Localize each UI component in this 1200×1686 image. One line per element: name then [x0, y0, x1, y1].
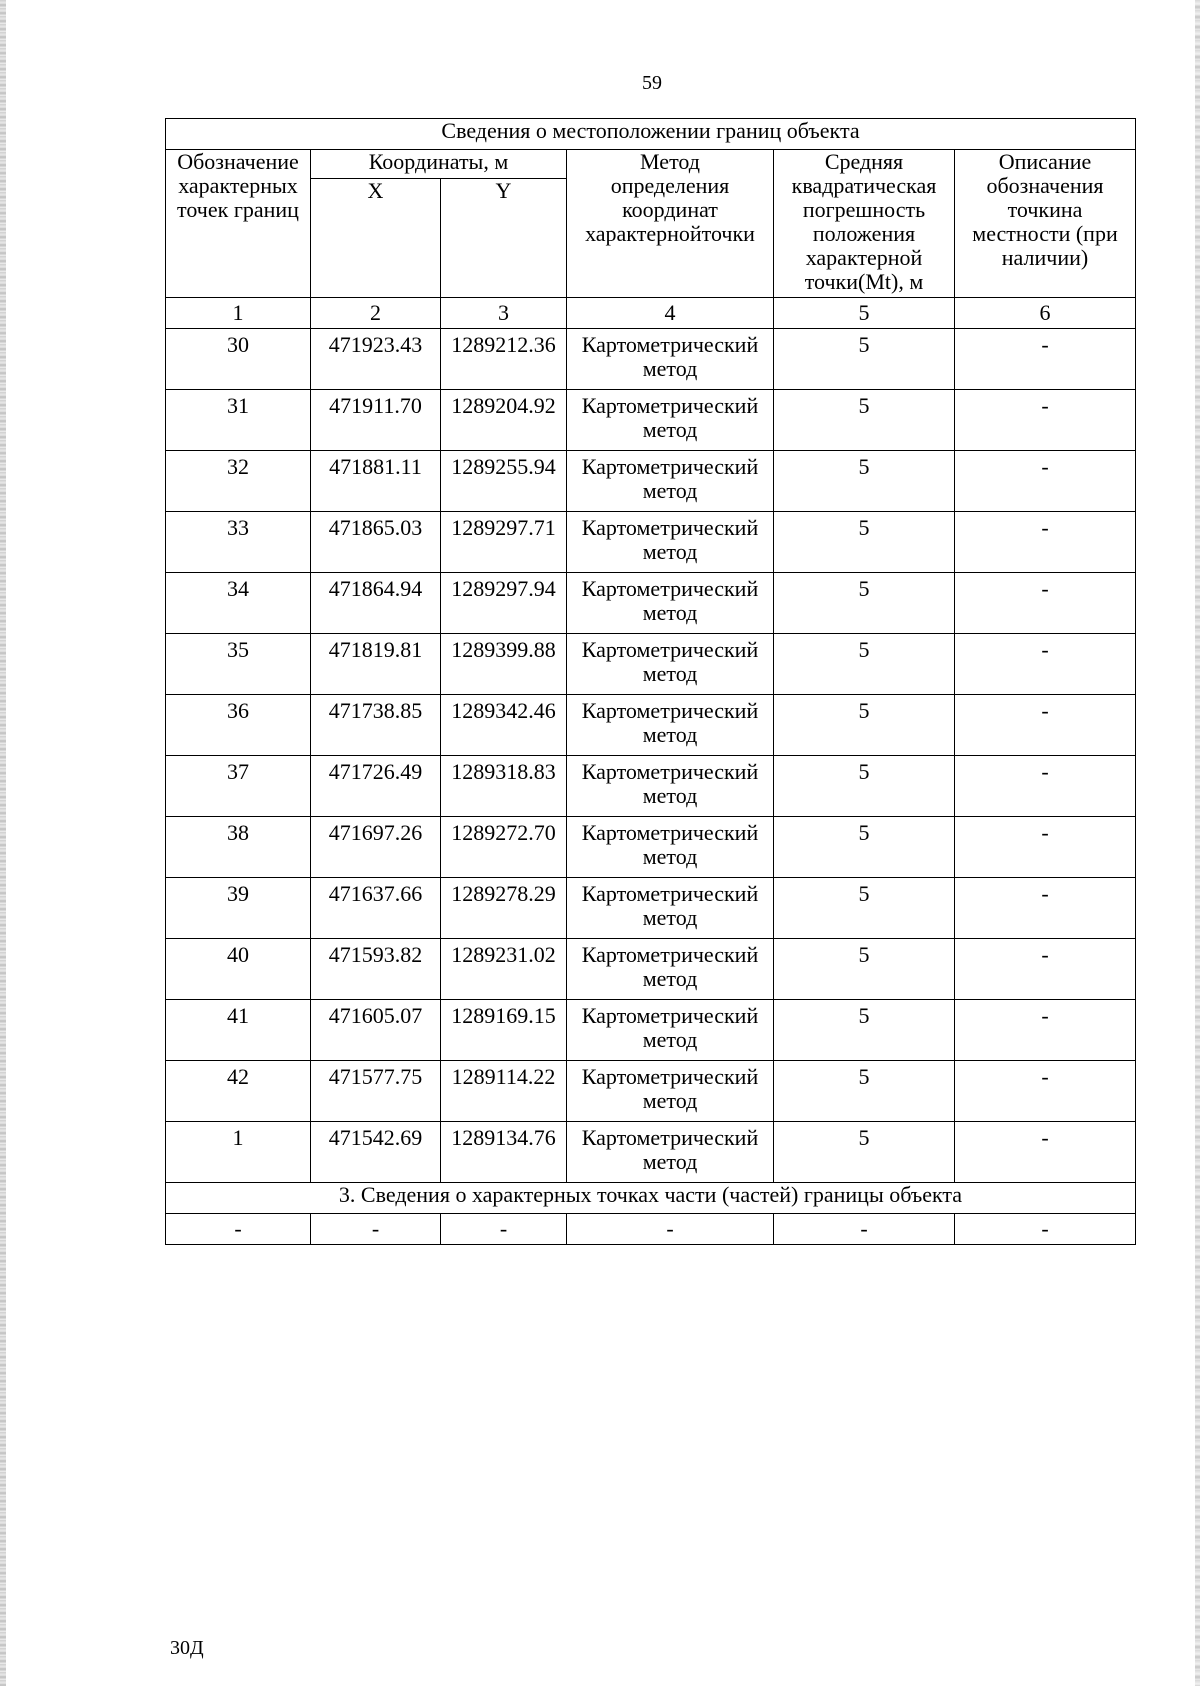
- x-cell: 471697.26: [311, 817, 441, 878]
- method-cell: Картометрический метод: [567, 817, 774, 878]
- y-cell: 1289134.76: [441, 1122, 567, 1183]
- point-cell: 38: [166, 817, 311, 878]
- table-row: [166, 817, 1136, 878]
- table-row: [166, 1122, 1136, 1183]
- x-cell: 471865.03: [311, 512, 441, 573]
- point-cell: 31: [166, 390, 311, 451]
- x-cell: 471881.11: [311, 451, 441, 512]
- x-cell: 471542.69: [311, 1122, 441, 1183]
- error-cell: 5: [774, 756, 955, 817]
- table-row: [166, 634, 1136, 695]
- table-row: [166, 1061, 1136, 1122]
- method-cell: Картометрический метод: [567, 695, 774, 756]
- y-cell: 1289278.29: [441, 878, 567, 939]
- point-cell: 30: [166, 329, 311, 390]
- error-cell: 5: [774, 634, 955, 695]
- method-cell: Картометрический метод: [567, 451, 774, 512]
- section-3-title: 3. Сведения о характерных точках части (частей) границы объекта: [166, 1183, 1136, 1214]
- x-cell: 471577.75: [311, 1061, 441, 1122]
- section-3-cell: -: [311, 1214, 441, 1245]
- description-cell: -: [955, 329, 1136, 390]
- description-cell: -: [955, 451, 1136, 512]
- error-cell: 5: [774, 1122, 955, 1183]
- x-cell: 471864.94: [311, 573, 441, 634]
- table-row: [166, 329, 1136, 390]
- error-cell: 5: [774, 1061, 955, 1122]
- header-method: Метод определения координат характернойточки: [567, 150, 774, 298]
- y-cell: 1289212.36: [441, 329, 567, 390]
- method-cell: Картометрический метод: [567, 878, 774, 939]
- y-cell: 1289318.83: [441, 756, 567, 817]
- x-cell: 471726.49: [311, 756, 441, 817]
- x-cell: 471911.70: [311, 390, 441, 451]
- description-cell: -: [955, 817, 1136, 878]
- header-description: Описание обозначения точкина местности (при наличии): [955, 150, 1136, 298]
- y-cell: 1289204.92: [441, 390, 567, 451]
- column-number: 2: [311, 298, 441, 329]
- table-row: [166, 695, 1136, 756]
- point-cell: 42: [166, 1061, 311, 1122]
- description-cell: -: [955, 634, 1136, 695]
- x-cell: 471923.43: [311, 329, 441, 390]
- error-cell: 5: [774, 573, 955, 634]
- point-cell: 1: [166, 1122, 311, 1183]
- column-number-row: [166, 298, 1136, 329]
- table-row: [166, 573, 1136, 634]
- method-cell: Картометрический метод: [567, 1061, 774, 1122]
- footer-code: 30Д: [170, 1637, 204, 1659]
- point-cell: 41: [166, 1000, 311, 1061]
- description-cell: -: [955, 1061, 1136, 1122]
- section-3-cell: -: [774, 1214, 955, 1245]
- x-cell: 471593.82: [311, 939, 441, 1000]
- description-cell: -: [955, 939, 1136, 1000]
- section-3-cell: -: [441, 1214, 567, 1245]
- column-number: 5: [774, 298, 955, 329]
- table-row: [166, 939, 1136, 1000]
- header-point-designation: Обозначение характерных точек границ: [166, 150, 311, 298]
- error-cell: 5: [774, 695, 955, 756]
- description-cell: -: [955, 756, 1136, 817]
- table-row: [166, 1000, 1136, 1061]
- method-cell: Картометрический метод: [567, 573, 774, 634]
- error-cell: 5: [774, 451, 955, 512]
- header-mean-error: Средняя квадратическая погрешность положения характерной точки(Mt), м: [774, 150, 955, 298]
- y-cell: 1289297.71: [441, 512, 567, 573]
- method-cell: Картометрический метод: [567, 939, 774, 1000]
- error-cell: 5: [774, 878, 955, 939]
- description-cell: -: [955, 1000, 1136, 1061]
- page-number: 59: [642, 72, 662, 94]
- description-cell: -: [955, 573, 1136, 634]
- header-y: Y: [441, 179, 567, 298]
- scan-edge-left: [0, 0, 6, 1686]
- column-number: 3: [441, 298, 567, 329]
- description-cell: -: [955, 1122, 1136, 1183]
- y-cell: 1289342.46: [441, 695, 567, 756]
- header-x: X: [311, 179, 441, 298]
- y-cell: 1289255.94: [441, 451, 567, 512]
- y-cell: 1289114.22: [441, 1061, 567, 1122]
- method-cell: Картометрический метод: [567, 634, 774, 695]
- method-cell: Картометрический метод: [567, 329, 774, 390]
- description-cell: -: [955, 390, 1136, 451]
- table-caption: Сведения о местоположении границ объекта: [166, 119, 1136, 150]
- description-cell: -: [955, 695, 1136, 756]
- point-cell: 40: [166, 939, 311, 1000]
- table-row: [166, 512, 1136, 573]
- method-cell: Картометрический метод: [567, 1122, 774, 1183]
- table-row: [166, 390, 1136, 451]
- column-number: 6: [955, 298, 1136, 329]
- description-cell: -: [955, 878, 1136, 939]
- section-3-cell: -: [166, 1214, 311, 1245]
- y-cell: 1289297.94: [441, 573, 567, 634]
- y-cell: 1289231.02: [441, 939, 567, 1000]
- section-3-cell: -: [955, 1214, 1136, 1245]
- method-cell: Картометрический метод: [567, 1000, 774, 1061]
- y-cell: 1289272.70: [441, 817, 567, 878]
- error-cell: 5: [774, 512, 955, 573]
- table-row: [166, 878, 1136, 939]
- x-cell: 471738.85: [311, 695, 441, 756]
- column-number: 1: [166, 298, 311, 329]
- table-row: [166, 451, 1136, 512]
- point-cell: 37: [166, 756, 311, 817]
- header-coordinates: Координаты, м: [311, 150, 567, 179]
- y-cell: 1289399.88: [441, 634, 567, 695]
- description-cell: -: [955, 512, 1136, 573]
- y-cell: 1289169.15: [441, 1000, 567, 1061]
- table-row: [166, 756, 1136, 817]
- method-cell: Картометрический метод: [567, 756, 774, 817]
- section-3-cell: -: [567, 1214, 774, 1245]
- point-cell: 36: [166, 695, 311, 756]
- x-cell: 471605.07: [311, 1000, 441, 1061]
- error-cell: 5: [774, 939, 955, 1000]
- error-cell: 5: [774, 329, 955, 390]
- scan-edge-right: [1195, 0, 1200, 1686]
- error-cell: 5: [774, 817, 955, 878]
- point-cell: 35: [166, 634, 311, 695]
- point-cell: 32: [166, 451, 311, 512]
- point-cell: 34: [166, 573, 311, 634]
- x-cell: 471819.81: [311, 634, 441, 695]
- x-cell: 471637.66: [311, 878, 441, 939]
- error-cell: 5: [774, 390, 955, 451]
- method-cell: Картометрический метод: [567, 390, 774, 451]
- method-cell: Картометрический метод: [567, 512, 774, 573]
- point-cell: 39: [166, 878, 311, 939]
- column-number: 4: [567, 298, 774, 329]
- point-cell: 33: [166, 512, 311, 573]
- boundary-table: [165, 118, 1136, 1245]
- error-cell: 5: [774, 1000, 955, 1061]
- section-3-row: [166, 1214, 1136, 1245]
